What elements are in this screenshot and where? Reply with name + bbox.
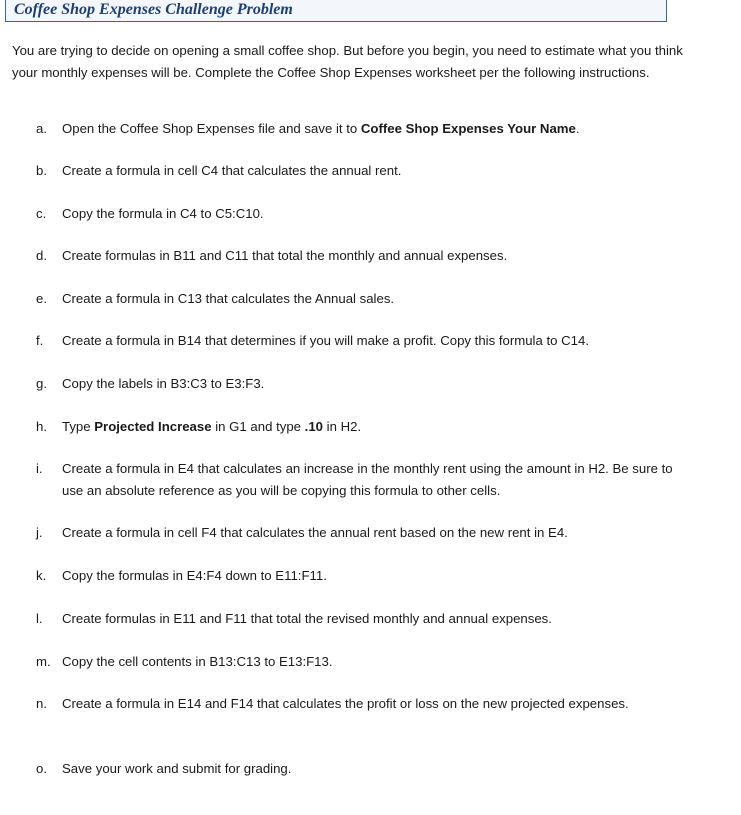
- item-letter: b.: [36, 163, 47, 178]
- item-text: Create a formula in C13 that calculates the Annual sales.: [62, 291, 395, 306]
- item-letter: d.: [36, 248, 47, 263]
- item-text: Create a formula in B14 that determines if you will make a profit. Copy this formula to C14.: [62, 333, 590, 348]
- item-text: Create a formula in E4 that calculates an increase in the monthly rent using the amount in H2. Be sure to use an absolute reference as you will be copying this formula to other cells.: [62, 461, 673, 498]
- item-text: Create formulas in E11 and F11 that total the revised monthly and annual expenses.: [62, 611, 552, 626]
- item-text: Copy the formulas in E4:F4 down to E11:F11.: [62, 568, 327, 583]
- item-text: Create a formula in cell C4 that calculates the annual rent.: [62, 163, 402, 178]
- item-letter: o.: [36, 761, 47, 776]
- title-box: [5, 0, 667, 22]
- item-text: Create formulas in B11 and C11 that total the monthly and annual expenses.: [62, 248, 508, 263]
- item-letter: e.: [36, 291, 47, 306]
- item-letter: l.: [36, 611, 43, 626]
- item-text: Copy the formula in C4 to C5:C10.: [62, 206, 264, 221]
- item-letter: j.: [36, 525, 43, 540]
- item-letter: k.: [36, 568, 47, 583]
- item-text: Open the Coffee Shop Expenses file and save it to Coffee Shop Expenses Your Name.: [62, 121, 580, 136]
- document-title: Coffee Shop Expenses Challenge Problem: [14, 1, 293, 18]
- item-letter: n.: [36, 696, 47, 711]
- item-letter: f.: [36, 333, 44, 348]
- item-letter: h.: [36, 419, 47, 434]
- item-text: Type Projected Increase in G1 and type .10 in H2.: [62, 419, 362, 434]
- item-letter: i.: [36, 461, 43, 476]
- item-letter: m.: [36, 654, 51, 669]
- intro-paragraph: You are trying to decide on opening a small coffee shop. But before you begin, you need to estimate what you think your monthly expenses will be. Complete the Coffee Shop Expenses worksheet per the following instructions.: [12, 43, 683, 80]
- item-text: Copy the cell contents in B13:C13 to E13:F13.: [62, 654, 333, 669]
- item-text: Save your work and submit for grading.: [62, 761, 292, 776]
- item-text: Create a formula in cell F4 that calculates the annual rent based on the new rent in E4.: [62, 525, 568, 540]
- item-text: Copy the labels in B3:C3 to E3:F3.: [62, 376, 265, 391]
- item-letter: c.: [36, 206, 47, 221]
- item-text: Create a formula in E14 and F14 that calculates the profit or loss on the new projected expenses.: [62, 696, 629, 711]
- item-letter: g.: [36, 376, 47, 391]
- item-letter: a.: [36, 121, 47, 136]
